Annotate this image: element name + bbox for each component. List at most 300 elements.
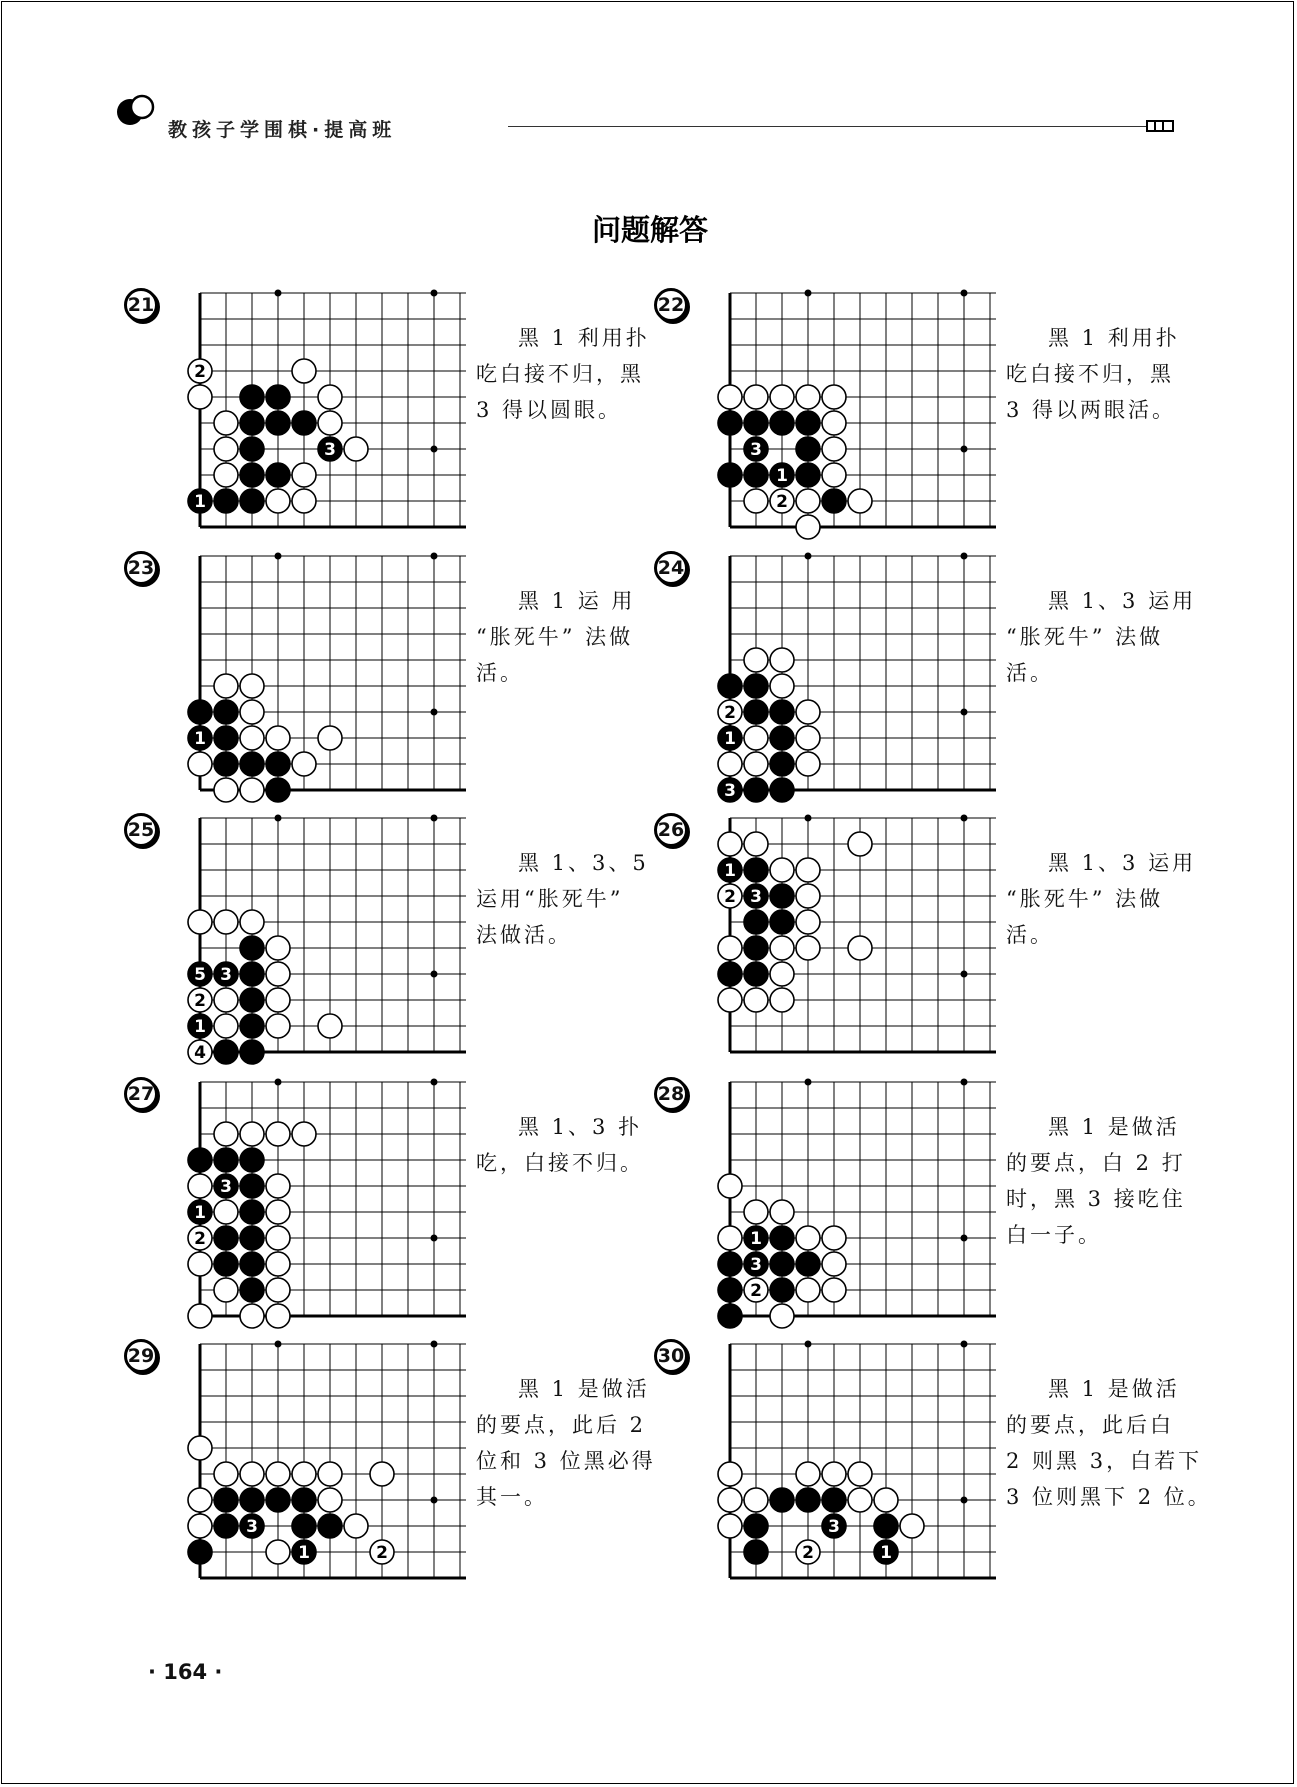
- black-stone: [240, 1488, 264, 1512]
- white-stone: [718, 1514, 742, 1538]
- white-stone: [822, 411, 846, 435]
- answer-text: [476, 583, 656, 691]
- black-stone: [744, 858, 768, 882]
- black-stone: [266, 385, 290, 409]
- answer-line: 白一子。: [1006, 1223, 1102, 1247]
- white-stone: [796, 1462, 820, 1486]
- star-point: [961, 971, 968, 978]
- white-stone: [266, 1252, 290, 1276]
- problem-30: [654, 1339, 1254, 1589]
- go-board-diagram: [714, 293, 1000, 537]
- white-stone: [744, 988, 768, 1012]
- white-stone: [266, 988, 290, 1012]
- stone-number: 3: [750, 1255, 762, 1275]
- white-stone: [214, 674, 238, 698]
- white-stone: [718, 936, 742, 960]
- black-stone: [744, 936, 768, 960]
- problem-number-badge: 26: [654, 813, 688, 847]
- problem-28: [654, 1077, 1254, 1327]
- star-point: [431, 1079, 438, 1086]
- white-stone: [796, 700, 820, 724]
- star-point: [805, 1079, 812, 1086]
- black-stone: [744, 700, 768, 724]
- white-stone: [718, 1174, 742, 1198]
- answer-line: 黑 1 是做活: [1048, 1377, 1180, 1401]
- white-stone: [796, 385, 820, 409]
- white-stone: [188, 385, 212, 409]
- stone-number: 1: [776, 466, 788, 486]
- stone-number: 3: [750, 440, 762, 460]
- star-point: [431, 709, 438, 716]
- black-stone: [240, 988, 264, 1012]
- star-point: [431, 290, 438, 297]
- problem-number-badge: 23: [124, 551, 158, 585]
- black-stone: [770, 700, 794, 724]
- problem-25: [124, 813, 724, 1063]
- black-stone: [770, 1226, 794, 1250]
- white-stone: [266, 1226, 290, 1250]
- answer-line: 3 位则黑下 2 位。: [1006, 1485, 1212, 1509]
- answer-line: 黑 1、3 运用: [1048, 589, 1197, 613]
- white-stone: [718, 385, 742, 409]
- black-stone: [770, 411, 794, 435]
- white-stone: [822, 463, 846, 487]
- white-stone: [318, 411, 342, 435]
- stone-number: 3: [220, 965, 232, 985]
- white-stone: [718, 832, 742, 856]
- answer-text: [476, 845, 656, 953]
- stone-number: 1: [194, 1017, 206, 1037]
- black-stone: [318, 1514, 342, 1538]
- book-title: 教孩子学围棋·提高班: [168, 119, 397, 141]
- white-stone: [848, 489, 872, 513]
- black-stone: [266, 1488, 290, 1512]
- answer-line: 法做活。: [476, 923, 572, 947]
- white-stone: [822, 1252, 846, 1276]
- stone-number: 2: [802, 1543, 814, 1563]
- star-point: [961, 290, 968, 297]
- stone-number: 1: [724, 861, 736, 881]
- stone-number: 1: [194, 492, 206, 512]
- answer-text: [1006, 845, 1197, 953]
- answer-text: [1006, 1371, 1212, 1515]
- answer-line: 黑 1 利用扑: [1048, 326, 1180, 350]
- white-stone: [318, 726, 342, 750]
- black-stone: [214, 700, 238, 724]
- problem-number-badge: 27: [124, 1077, 158, 1111]
- white-stone: [240, 1122, 264, 1146]
- stone-number: 2: [194, 1229, 206, 1249]
- black-stone: [240, 1014, 264, 1038]
- black-stone: [770, 910, 794, 934]
- answer-text: [476, 1109, 656, 1181]
- answer-line: 活。: [1006, 661, 1054, 685]
- white-stone: [744, 726, 768, 750]
- go-board-diagram: [184, 1344, 470, 1588]
- white-stone: [188, 1304, 212, 1328]
- black-stone: [744, 962, 768, 986]
- black-stone: [266, 778, 290, 802]
- answer-line: “胀死牛” 法做: [1006, 887, 1164, 911]
- black-stone: [718, 1252, 742, 1276]
- black-stone: [188, 700, 212, 724]
- answer-line: “胀死牛” 法做: [476, 625, 634, 649]
- white-stone: [770, 1200, 794, 1224]
- white-stone: [796, 726, 820, 750]
- black-stone: [188, 1540, 212, 1564]
- star-point: [805, 1341, 812, 1348]
- white-stone: [770, 988, 794, 1012]
- black-stone: [770, 1488, 794, 1512]
- problem-24: [654, 551, 1254, 801]
- white-stone: [266, 1304, 290, 1328]
- answer-line: 3 得以圆眼。: [476, 398, 623, 422]
- answer-line: 黑 1 运 用: [518, 589, 636, 613]
- black-stone: [214, 1488, 238, 1512]
- black-stone: [214, 726, 238, 750]
- white-stone: [292, 1462, 316, 1486]
- white-stone: [266, 962, 290, 986]
- stone-number: 1: [194, 729, 206, 749]
- black-stone: [266, 463, 290, 487]
- white-stone: [822, 385, 846, 409]
- go-board-diagram: [184, 1082, 470, 1326]
- go-board-diagram: [714, 1082, 1000, 1326]
- white-stone: [796, 936, 820, 960]
- star-point: [961, 709, 968, 716]
- problem-number-badge: 30: [654, 1339, 688, 1373]
- black-stone: [718, 962, 742, 986]
- black-stone: [718, 463, 742, 487]
- white-stone: [718, 988, 742, 1012]
- white-stone: [240, 674, 264, 698]
- answer-line: 吃，白接不归。: [476, 1151, 644, 1175]
- white-stone: [214, 988, 238, 1012]
- white-stone: [900, 1514, 924, 1538]
- go-board-diagram: [714, 1344, 1000, 1588]
- black-stone: [744, 463, 768, 487]
- answer-text: [476, 320, 656, 428]
- white-stone: [292, 359, 316, 383]
- header-ornament-icon: [1146, 119, 1174, 133]
- answer-line: 活。: [1006, 923, 1054, 947]
- black-stone: [796, 1488, 820, 1512]
- white-stone: [796, 858, 820, 882]
- star-point: [275, 290, 282, 297]
- stone-number: 3: [246, 1517, 258, 1537]
- white-stone: [266, 1278, 290, 1302]
- white-stone: [214, 463, 238, 487]
- black-stone: [240, 437, 264, 461]
- white-stone: [770, 936, 794, 960]
- white-stone: [744, 832, 768, 856]
- black-stone: [240, 411, 264, 435]
- answer-line: 活。: [476, 661, 524, 685]
- black-stone: [770, 726, 794, 750]
- stone-number: 3: [750, 887, 762, 907]
- go-board-diagram: [184, 818, 470, 1062]
- white-stone: [214, 910, 238, 934]
- header-rule: [508, 126, 1148, 127]
- stone-number: 2: [194, 991, 206, 1011]
- star-point: [431, 1235, 438, 1242]
- black-stone: [240, 752, 264, 776]
- answer-text: [1006, 583, 1197, 691]
- black-stone: [214, 752, 238, 776]
- stone-number: 1: [298, 1543, 310, 1563]
- white-stone: [344, 437, 368, 461]
- white-stone: [770, 962, 794, 986]
- white-stone: [318, 385, 342, 409]
- black-stone: [240, 1226, 264, 1250]
- white-stone: [266, 489, 290, 513]
- star-point: [431, 971, 438, 978]
- white-stone: [718, 752, 742, 776]
- white-stone: [770, 674, 794, 698]
- white-stone: [848, 936, 872, 960]
- problem-21: [124, 288, 724, 538]
- white-stone: [744, 648, 768, 672]
- black-stone: [240, 1040, 264, 1064]
- white-stone: [770, 385, 794, 409]
- white-stone: [770, 1304, 794, 1328]
- white-stone: [796, 1226, 820, 1250]
- white-stone: [796, 515, 820, 539]
- star-point: [275, 553, 282, 560]
- white-stone: [266, 1122, 290, 1146]
- black-stone: [770, 752, 794, 776]
- answer-line: 其一。: [476, 1485, 548, 1509]
- stone-number: 2: [376, 1543, 388, 1563]
- problem-number-badge: 25: [124, 813, 158, 847]
- go-board-diagram: [184, 556, 470, 800]
- answer-line: 的要点，此后白: [1006, 1413, 1174, 1437]
- star-point: [961, 1497, 968, 1504]
- stone-number: 1: [880, 1543, 892, 1563]
- answer-line: 吃白接不归，黑: [1006, 362, 1174, 386]
- black-stone: [214, 1252, 238, 1276]
- star-point: [431, 446, 438, 453]
- problem-26: [654, 813, 1254, 1063]
- go-board-diagram: [714, 556, 1000, 800]
- white-stone: [718, 1226, 742, 1250]
- white-stone: [744, 385, 768, 409]
- black-stone: [796, 411, 820, 435]
- black-stone: [240, 463, 264, 487]
- black-stone: [718, 1304, 742, 1328]
- white-stone: [214, 778, 238, 802]
- go-stones-logo-icon: [116, 94, 156, 128]
- answer-line: 黑 1、3 扑: [518, 1115, 643, 1139]
- black-stone: [214, 1226, 238, 1250]
- black-stone: [770, 1252, 794, 1276]
- white-stone: [822, 437, 846, 461]
- star-point: [275, 815, 282, 822]
- section-title: 问题解答: [591, 213, 708, 247]
- white-stone: [822, 1278, 846, 1302]
- star-point: [961, 815, 968, 822]
- black-stone: [240, 1252, 264, 1276]
- black-stone: [822, 489, 846, 513]
- stone-number: 1: [194, 1203, 206, 1223]
- problem-number-badge: 28: [654, 1077, 688, 1111]
- black-stone: [744, 1514, 768, 1538]
- white-stone: [822, 1226, 846, 1250]
- stone-number: 1: [724, 729, 736, 749]
- star-point: [805, 553, 812, 560]
- black-stone: [744, 1540, 768, 1564]
- black-stone: [718, 411, 742, 435]
- white-stone: [266, 1200, 290, 1224]
- star-point: [961, 1079, 968, 1086]
- black-stone: [292, 411, 316, 435]
- white-stone: [744, 752, 768, 776]
- black-stone: [214, 489, 238, 513]
- white-stone: [718, 1462, 742, 1486]
- black-stone: [744, 411, 768, 435]
- white-stone: [796, 752, 820, 776]
- star-point: [961, 1235, 968, 1242]
- answer-line: 黑 1 是做活: [518, 1377, 650, 1401]
- white-stone: [318, 1488, 342, 1512]
- answer-text: [1006, 320, 1186, 428]
- black-stone: [770, 884, 794, 908]
- black-stone: [292, 1488, 316, 1512]
- star-point: [805, 290, 812, 297]
- white-stone: [744, 1488, 768, 1512]
- white-stone: [188, 1436, 212, 1460]
- problem-number-badge: 21: [124, 288, 158, 322]
- white-stone: [744, 489, 768, 513]
- answer-line: 3 得以两眼活。: [1006, 398, 1177, 422]
- black-stone: [292, 1514, 316, 1538]
- white-stone: [240, 726, 264, 750]
- star-point: [275, 1079, 282, 1086]
- answer-line: 位和 3 位黑必得: [476, 1449, 656, 1473]
- star-point: [961, 1341, 968, 1348]
- star-point: [431, 1497, 438, 1504]
- black-stone: [188, 1148, 212, 1172]
- black-stone: [240, 962, 264, 986]
- stone-number: 2: [776, 492, 788, 512]
- white-stone: [848, 1488, 872, 1512]
- white-stone: [240, 910, 264, 934]
- white-stone: [370, 1462, 394, 1486]
- white-stone: [344, 1514, 368, 1538]
- white-stone: [822, 1462, 846, 1486]
- white-stone: [214, 1014, 238, 1038]
- white-stone: [214, 1200, 238, 1224]
- black-stone: [796, 1252, 820, 1276]
- page-number: · 164 ·: [148, 1660, 223, 1684]
- white-stone: [214, 1278, 238, 1302]
- white-stone: [292, 463, 316, 487]
- problem-22: [654, 288, 1254, 538]
- stone-number: 2: [724, 887, 736, 907]
- black-stone: [718, 674, 742, 698]
- white-stone: [266, 936, 290, 960]
- black-stone: [744, 778, 768, 802]
- star-point: [961, 446, 968, 453]
- black-stone: [266, 752, 290, 776]
- white-stone: [318, 1462, 342, 1486]
- white-stone: [318, 1014, 342, 1038]
- black-stone: [240, 1174, 264, 1198]
- black-stone: [240, 385, 264, 409]
- black-stone: [214, 1040, 238, 1064]
- white-stone: [188, 910, 212, 934]
- star-point: [805, 815, 812, 822]
- white-stone: [744, 1200, 768, 1224]
- answer-text: [476, 1371, 656, 1515]
- white-stone: [240, 1304, 264, 1328]
- answer-line: 2 则黑 3，白若下: [1006, 1449, 1203, 1473]
- white-stone: [188, 1514, 212, 1538]
- star-point: [431, 815, 438, 822]
- black-stone: [744, 674, 768, 698]
- problem-number-badge: 29: [124, 1339, 158, 1373]
- black-stone: [822, 1488, 846, 1512]
- white-stone: [188, 1174, 212, 1198]
- problem-27: [124, 1077, 724, 1327]
- star-point: [961, 553, 968, 560]
- stone-number: 2: [724, 703, 736, 723]
- stone-number: 4: [194, 1043, 206, 1063]
- white-stone: [266, 1174, 290, 1198]
- star-point: [275, 1341, 282, 1348]
- problem-number-badge: 22: [654, 288, 688, 322]
- answer-line: 黑 1 是做活: [1048, 1115, 1180, 1139]
- black-stone: [240, 1148, 264, 1172]
- stone-number: 2: [750, 1281, 762, 1301]
- black-stone: [214, 1514, 238, 1538]
- star-point: [431, 553, 438, 560]
- white-stone: [796, 884, 820, 908]
- white-stone: [292, 489, 316, 513]
- white-stone: [874, 1488, 898, 1512]
- stone-number: 3: [324, 440, 336, 460]
- stone-number: 5: [194, 965, 206, 985]
- white-stone: [214, 437, 238, 461]
- problem-29: [124, 1339, 724, 1589]
- problem-23: [124, 551, 724, 801]
- answer-line: 时，黑 3 接吃住: [1006, 1187, 1186, 1211]
- black-stone: [718, 1278, 742, 1302]
- white-stone: [188, 752, 212, 776]
- black-stone: [874, 1514, 898, 1538]
- black-stone: [770, 778, 794, 802]
- black-stone: [796, 437, 820, 461]
- white-stone: [796, 489, 820, 513]
- white-stone: [292, 752, 316, 776]
- answer-line: 黑 1 利用扑: [518, 326, 650, 350]
- answer-line: “胀死牛” 法做: [1006, 625, 1164, 649]
- problem-number-badge: 24: [654, 551, 688, 585]
- white-stone: [770, 648, 794, 672]
- stone-number: 3: [220, 1177, 232, 1197]
- white-stone: [240, 1462, 264, 1486]
- white-stone: [266, 1540, 290, 1564]
- answer-line: 的要点，白 2 打: [1006, 1151, 1186, 1175]
- white-stone: [240, 778, 264, 802]
- answer-line: 吃白接不归，黑: [476, 362, 644, 386]
- white-stone: [240, 700, 264, 724]
- white-stone: [214, 1462, 238, 1486]
- white-stone: [848, 1462, 872, 1486]
- white-stone: [848, 832, 872, 856]
- black-stone: [796, 463, 820, 487]
- answer-line: 黑 1、3 运用: [1048, 851, 1197, 875]
